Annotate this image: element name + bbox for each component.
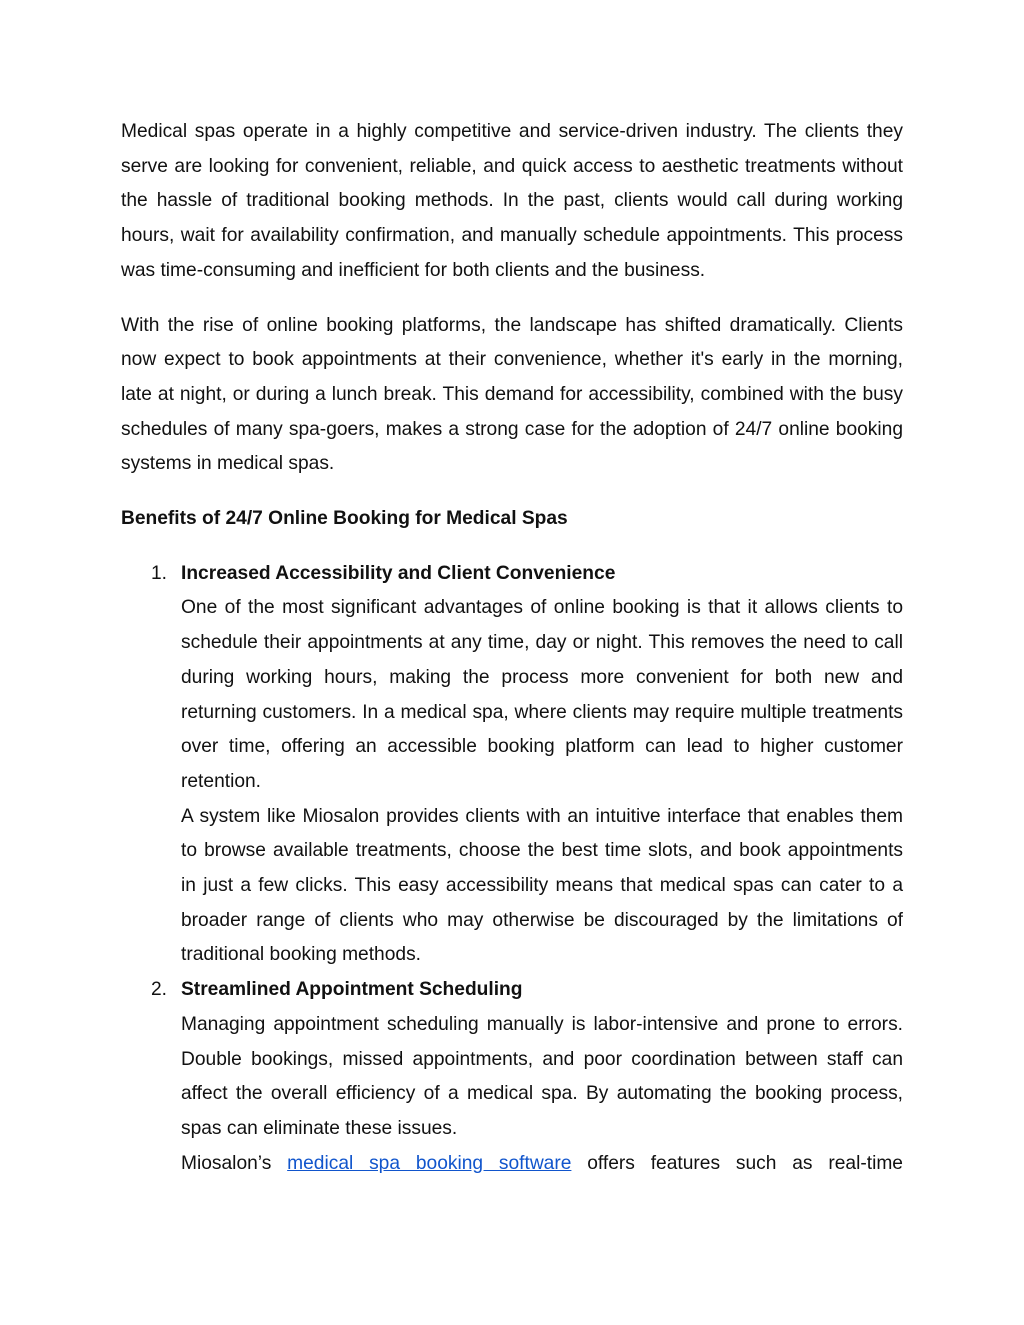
item-paragraph: A system like Miosalon provides clients with an intuitive interface that enables them to browse available treatments, choose the best time slots, and book appointments in just a few clicks. This easy accessibility means that medical spas can cater to a broader range of clients who may otherwise be discouraged by the limitations of traditional booking methods. [181,805,903,966]
intro-paragraph-2: With the rise of online booking platforms, the landscape has shifted dramatically. Clients now expect to book appointments at their convenience, whether it's early in the morning, late at night, or during a lunch break. This demand for accessibility, combined with the busy schedules of many spa-goers, makes a strong case for the adoption of 24/7 online booking systems in medical spas. [121,314,903,475]
item-title: Streamlined Appointment Scheduling [181,979,523,1001]
item-paragraph: One of the most significant advantages of online booking is that it allows clients to schedule their appointments at any time, day or night. This removes the need to call during working hours, making the process more convenient for both new and returning customers. In a medical spa, where clients may require multiple treatments over time, offering an accessible booking platform can lead to higher customer retention. [181,597,903,792]
link-suffix-text: offers features such as real-time [571,1152,903,1174]
list-item [121,973,903,1181]
list-number: 1. [151,562,168,584]
list-item [121,557,903,973]
benefits-list [121,557,903,1182]
section-heading: Benefits of 24/7 Online Booking for Medical Spas [121,508,568,530]
link-prefix-text: Miosalon’s [181,1152,288,1174]
document-page [121,115,903,1181]
item-paragraph-with-link [181,1147,903,1182]
item-title: Increased Accessibility and Client Convenience [181,562,616,584]
intro-paragraph-1: Medical spas operate in a highly competitive and service-driven industry. The clients they serve are looking for convenient, reliable, and quick access to aesthetic treatments without the hassle of traditional booking methods. In the past, clients would call during working hours, wait for availability confirmation, and manually schedule appointments. This process was time-consuming and inefficient for both clients and the business. [121,121,903,281]
list-number: 2. [151,979,168,1001]
item-paragraph: Managing appointment scheduling manually is labor-intensive and prone to errors. Double bookings, missed appointments, and poor coordination between staff can affect the overall efficiency of a medical spa. By automating the booking process, spas can eliminate these issues. [181,1013,903,1139]
booking-software-link[interactable]: medical spa booking software [287,1152,572,1174]
